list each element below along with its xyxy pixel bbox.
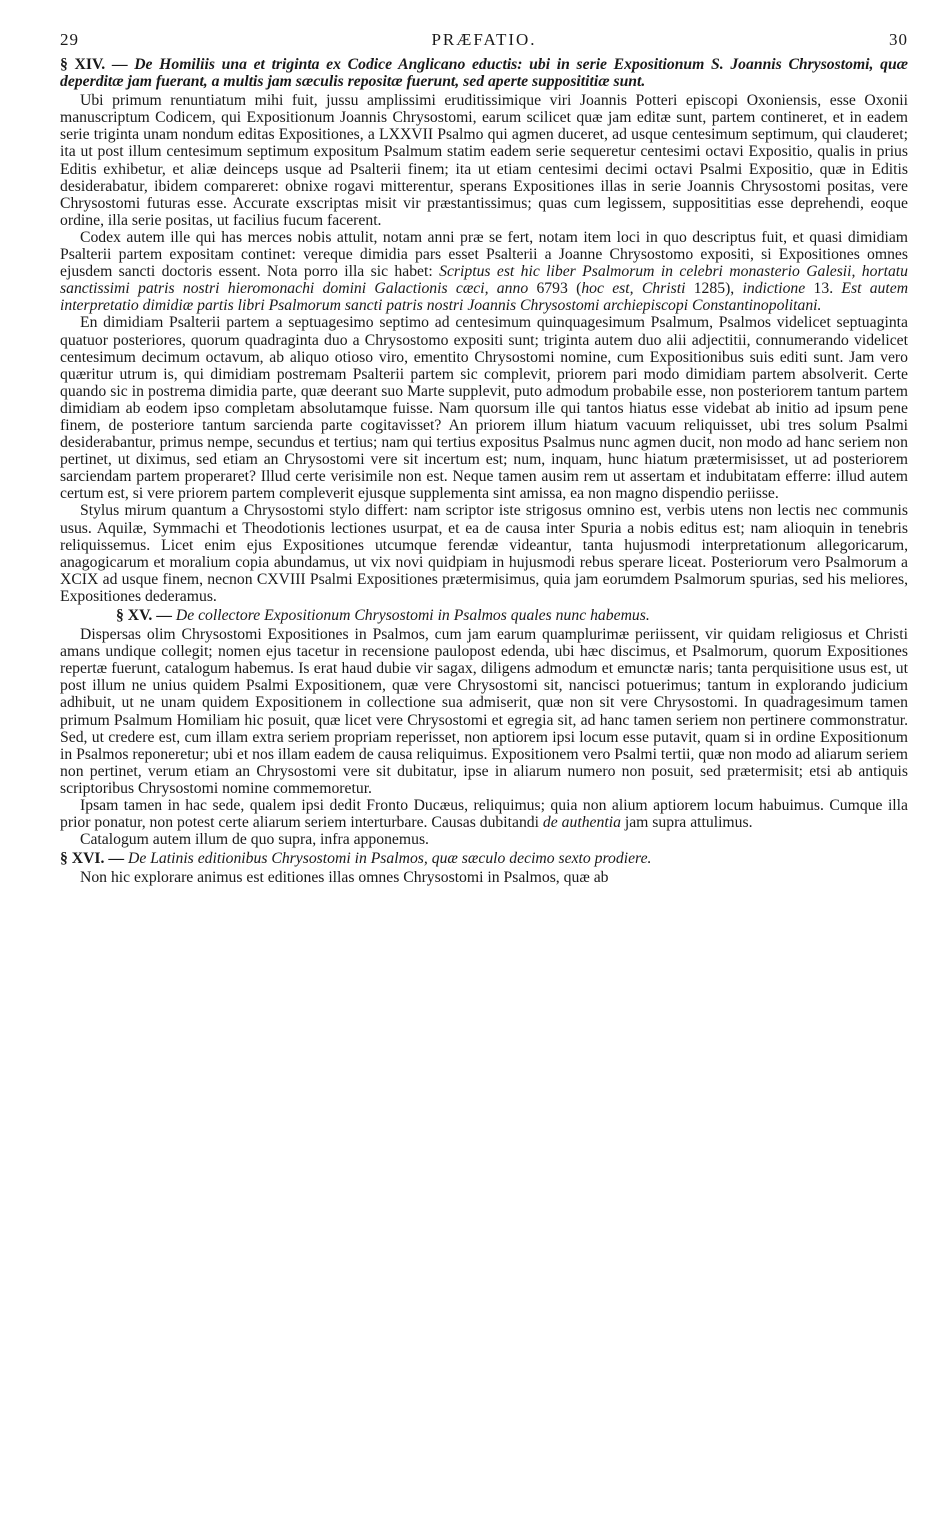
paragraph: Catalogum autem illum de quo supra, infra apponemus. (80, 831, 429, 849)
paragraph-fronto (60, 797, 908, 831)
section-heading-xv (60, 607, 908, 624)
paragraph: Dispersas olim Chrysostomi Expositiones in Psalmos, cum jam earum quamplurimæ periissent, vir quidam religiosus et Christi amans undique collegit; nomen ejus tacetur in recensione paulopost edenda, ubi hæc discimus, et Psalmorum, quorum Expositiones repertæ fuerunt, catalogum habemus. Is erat haud dubie vir sagax, diligens admodum et emunctæ naris; tanta perquisitione usus est, ut post illum ne unius quidem Psalmi Expositionem, quæ vere Chrysostomi sit, nancisci potuerimus; tantum in explorando judicium adhibuit, ut ne unam quidem Expositionem in collectione sua admiserit, quæ non sit vere Chrysostomi. In quadragesimum tamen primum Psalmum Homiliam hic posuit, quæ licet vere Chrysostomi et egregia sit, ad hanc tamen seriem non pertinere commonstratur. Sed, ut credere est, cum illam extra seriem propriam reperisset, non aptiorem ipsi locum esse putavit, quam si in ordine Expositionum in Psalmos reponeretur; ubi et nos illam eadem de causa reliquimus. Expositionem vero Psalmi tertii, quæ non modo ad aliarum seriem non pertinet, verum etiam an Chrysostomi vere sit dubitatur, ipse in aliarum numero non posuit, sed prætermisit; etsi ab antiquis scriptoribus Chrysostomi nomine commemoretur. (60, 626, 908, 797)
paragraph: Ubi primum renuntiatum mihi fuit, jussu amplissimi eruditissimique viri Joannis Potteri episcopi Oxoniensis, esse Oxonii manuscriptum Codicem, qui Expositionum Joannis Chrysostomi, earum scilicet quæ jam editæ sunt, partem contineret, et in eadem serie triginta unam nondum editas Expositiones, a LXXVII Psalmo qui agmen duceret, ad usque centesimum septimum, qui clauderet; ita ut post illum centesimum septimum expositum Psalmum statim eadem serie sequeretur centesimi octavi Expositio, qualis in prius Editis exhibetur, et aliæ deinceps usque ad Psalterii finem; ita ut etiam centesimi decimi octavi Psalmi Expositio, quæ in Editis desiderabatur, ibidem compareret: obnixe rogavi mitterentur, sperans Expositiones illas in serie Joannis Chrysostomi positas, vere Chrysostomi futuras esse. Accurate exscriptas misit vir præstantissimus; quas cum legissem, supposititias esse deprehendi, eoque ordine, illa serie positas, ut facilius fucum facerent. (60, 92, 908, 229)
section-number: § XVI. — (60, 850, 128, 868)
section-number: § XIV. — (60, 56, 135, 73)
section-number: § XV. — (116, 607, 176, 624)
codex-note-italic: anno (496, 280, 529, 298)
codex-note-number: 13. (813, 280, 834, 298)
paragraph: En dimidiam Psalterii partem a septuagesimo septimo ad centesimum quinquagesimum Psalmum, Psalmos videlicet septuaginta quatuor posteriores, quorum quadraginta duo a Chrysostomo expositi sunt; triginta autem duo alii adjectitii, connumerando videlicet centesimum decimum octavum, ab aliquo otioso viro, ementito Chrysostomi nomine, cum Expositionibus suis editi sunt. Jam vero quæritur utrum is, qui dimidiam postremam Psalterii partem sic complevit, priorem pari modo dimidiam partem absolverit. Certe quando sic in postrema dimidia parte, quæ deerant suo Marte supplevit, puto admodum probabile esse, non posteriorem tantum partem dimidiam ab eodem ipso completam absolutamque fuisse. Nam quorsum ille qui tantos hiatus esse videbat ab initio ad ipsum pene finem, de posteriore tantum sarcienda parte cogitavisset? An priorem illum hiatum vacuum reliquisset, ubi tres solum Psalmi desiderabantur, primus nempe, secundus et tertius; nam qui tertius expositus Psalmus nunc agmen ducit, non modo ad hanc seriem non pertinet, ut diximus, sed etiam an Chrysostomi vere sit incertum est; num, inquam, hunc hiatum prætermisisset, ut ad posteriorem sarciendam partem properaret? Illud certe verisimile non est. Neque tamen ausim rem ut assertam et indubitatam efferre: illud autem certum est, si vere priorem partem compleverit ejusque supplementa sint amissa, ea non magno dispendio periisse. (60, 314, 908, 503)
codex-note-italic: Est autem interpretatio dimidiæ partis libri Psalmorum sancti patris nostri Joannis Chrysostomi archiepiscopi Constantinopolitani. (60, 280, 909, 315)
codex-note-italic: Scriptus est hic liber Psalmorum in celebri monasterio Galesii, hortatu sanctissimi patris nostri hieromonachi domini Galactionis cæci, (60, 263, 908, 298)
left-page-number: 29 (60, 30, 79, 49)
paragraph-text: Ipsam tamen in hac sede, qualem ipsi dedit Fronto Ducæus, reliquimus; quia non alium aptiorem locum habuimus. Cumque illa prior ponatur, non potest certe aliarum seriem interturbare. Causas dubitandi (60, 797, 908, 832)
running-head (60, 30, 908, 50)
section-title: De collectore Expositionum Chrysostomi in Psalmos quales nunc habemus. (175, 607, 650, 624)
codex-note-year: 1285), (693, 280, 735, 298)
section-title: De Homiliis una et triginta ex Codice Anglicano eductis: ubi in serie Expositionum S. Joannis Chrysostomi, quæ deperditæ jam fuerant, a multis jam sæculis repositæ fuerunt, sed aperte supposititiæ sunt. (60, 56, 908, 91)
paragraph-italic: de authentia (542, 814, 621, 832)
right-page-number: 30 (888, 30, 908, 49)
section-title: De Latinis editionibus Chrysostomi in Psalmos, quæ sæculo decimo sexto prodiere. (127, 850, 652, 868)
section-heading-xiv (60, 56, 908, 90)
body-text (60, 56, 908, 887)
paragraph: Non hic explorare animus est editiones illas omnes Chrysostomi in Psalmos, quæ ab (80, 869, 609, 887)
paragraph-text: Codex autem ille qui has merces nobis attulit, notam anni præ se fert, notam item loci in quo descriptus fuit, et quasi dimidiam Psalterii partem expositam continet: vereque dimidia pars esset Psalterii a Joanne Chrysostomo expositi, si Expositiones omnes ejusdem sancti doctoris essent. Nota porro illa sic habet: (60, 228, 908, 281)
codex-note-year: 6793 ( (536, 280, 582, 298)
paragraph: Stylus mirum quantum a Chrysostomi stylo differt: nam scriptor iste strigosus omnino est, verbis utens non lectis nec communis usus. Aquilæ, Symmachi et Theodotionis lectiones usurpat, et ea de causa inter Spuria a nobis editus est; nam alioquin in tenebris reliquissemus. Licet enim ejus Expositiones utcumque ferendæ videantur, tanta hujusmodi interpretationum allegoricarum, anagogicarum et moralium copia abundamus, ut vix novi quidpiam in hujusmodi rebus sperare liceat. Posteriorum vero Psalmorum a XCIX ad usque finem, necnon CXVIII Psalmi Expositiones prætermisimus, quia jam eorumdem Psalmorum spurias, sed his meliores, Expositiones dederamus. (60, 502, 908, 605)
codex-note-italic: indictione (742, 280, 806, 298)
running-title: PRÆFATIO. (431, 30, 537, 49)
paragraph-text: jam supra attulimus. (624, 814, 753, 832)
paragraph-codex (60, 229, 908, 314)
section-heading-xvi (60, 850, 908, 867)
codex-note-italic: hoc est, Christi (581, 280, 686, 298)
